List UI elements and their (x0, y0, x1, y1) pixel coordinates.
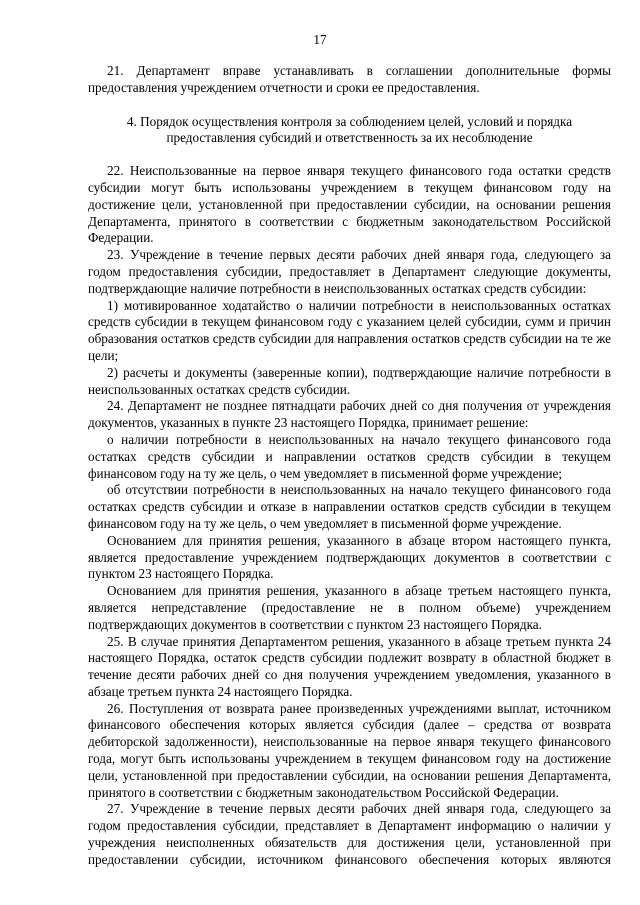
paragraph-23: 23. Учреждение в течение первых десяти рабочих дней января года, следующего за годом предоставления субсидии, предоставляет в Департамент следующие документы, подтверждающие наличие потребности в неиспользованных остатках средств субсидии: (88, 247, 611, 296)
paragraph-27: 27. Учреждение в течение первых десяти рабочих дней января года, следующего за годом предоставления субсидии, представляет в Департамент информацию о наличии у учреждения неисполненных обязательств для достижения цели, установленной при предоставлении субсидии, источником финансового обеспечения которых являются (88, 801, 611, 867)
page-number: 17 (313, 32, 327, 47)
paragraph-24-option-1: о наличии потребности в неиспользованных на начало текущего финансового года остатках средств субсидии и направлении остатков средств субсидии в текущем финансовом году на ту же цель, о чем уведомляет в письменной форме учреждение; (88, 431, 611, 481)
paragraph-23-item-2: 2) расчеты и документы (заверенные копии), подтверждающие наличие потребности в неиспользованных остатках средств субсидии. (88, 364, 611, 397)
spacer (88, 147, 611, 163)
paragraph-24-basis-2: Основанием для принятия решения, указанного в абзаце третьем настоящего пункта, является непредставление (предоставление не в полном объеме) учреждением подтверждающих документов в соответствии с пунктом 23 настоящего Порядка. (88, 583, 611, 632)
paragraph-26: 26. Поступления от возврата ранее произведенных учреждениями выплат, источником финансового обеспечения которых является субсидия (далее – средства от возврата дебиторской задолженности), неиспользованные на первое января текущего финансового года, могут быть использованы учреждением в текущем финансовом году на достижение цели, установленной при предоставлении субсидии, на основании решения Департамента, принятого в соответствии с бюджетным законодательством Российской Федерации. (88, 700, 611, 800)
section-heading-line-2: предоставления субсидий и ответственность за их несоблюдение (166, 130, 533, 146)
paragraph-24-basis-1: Основанием для принятия решения, указанного в абзаце втором настоящего пункта, является предоставление учреждением подтверждающих документов в соответствии с пунктом 23 настоящего Порядка. (88, 532, 611, 582)
section-heading-line-1: 4. Порядок осуществления контроля за соблюдением целей, условий и порядка (126, 113, 573, 129)
paragraph-21: 21. Департамент вправе устанавливать в соглашении дополнительные формы предоставления учреждением отчетности и сроки ее предоставления. (88, 63, 611, 95)
paragraph-24-option-2: об отсутствии потребности в неиспользованных на начало текущего финансового года остатках средств субсидии и отказе в направлении остатков средств субсидии в текущем финансовом году на ту же цель, о чем уведомляет в письменной форме учреждение. (88, 482, 611, 531)
document-body (88, 63, 611, 869)
paragraph-22: 22. Неиспользованные на первое января текущего финансового года остатки средств субсидии могут быть использованы учреждением в текущем финансовом году на достижение цели, установленной при предоставлении субсидии, на основании решения Департамента, принятого в соответствии с бюджетным законодательством Российской Федерации. (88, 163, 611, 246)
paragraph-25: 25. В случае принятия Департаментом решения, указанного в абзаце третьем пункта 24 настоящего Порядка, остаток средств субсидии подлежит возврату в областной бюджет в течение десяти рабочих дней со дня получения учреждением уведомления, указанного в абзаце третьем пункта 24 настоящего Порядка. (88, 633, 611, 699)
spacer (88, 97, 611, 114)
paragraph-24: 24. Департамент не позднее пятнадцати рабочих дней со дня получения от учреждения документов, указанных в пункте 23 настоящего Порядка, принимает решение: (88, 398, 611, 431)
section-heading (88, 114, 611, 148)
paragraph-23-item-1: 1) мотивированное ходатайство о наличии потребности в неиспользованных остатках средств субсидии в текущем финансовом году с указанием целей субсидии, сумм и причин образования остатков средств субсидии для направления остатков средств субсидии на те же цели; (88, 297, 611, 363)
